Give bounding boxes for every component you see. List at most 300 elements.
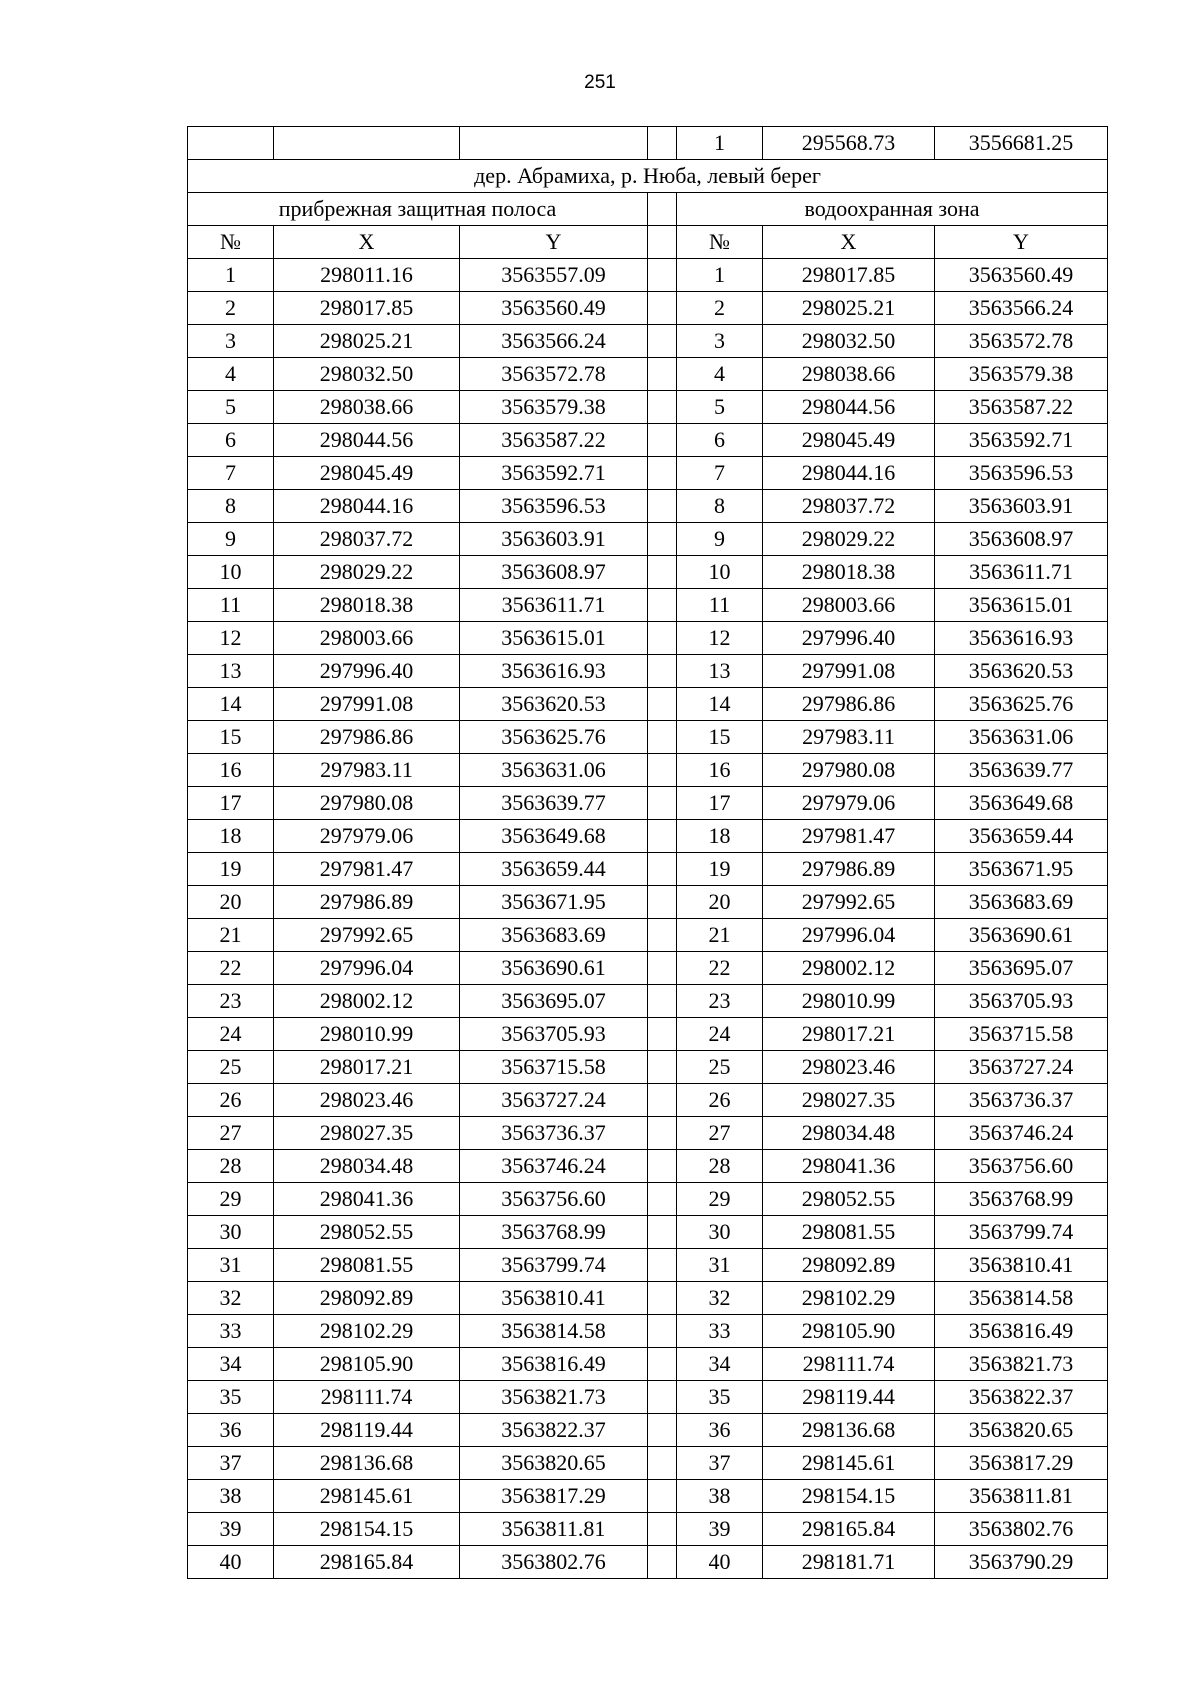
table-row [188, 490, 1108, 523]
right-x-coordinate: 298165.84 [763, 1513, 935, 1546]
left-y-coordinate: 3563822.37 [460, 1414, 648, 1447]
left-y-coordinate: 3563820.65 [460, 1447, 648, 1480]
table-row [188, 1348, 1108, 1381]
left-y-coordinate: 3563625.76 [460, 721, 648, 754]
left-point-number: 1 [188, 259, 274, 292]
left-point-number: 26 [188, 1084, 274, 1117]
left-y-coordinate: 3563596.53 [460, 490, 648, 523]
right-point-number: 23 [677, 985, 763, 1018]
left-x-coordinate: 298044.56 [274, 424, 460, 457]
separator-cell [648, 919, 677, 952]
left-x-coordinate: 297983.11 [274, 754, 460, 787]
table-row [188, 457, 1108, 490]
left-point-number: 21 [188, 919, 274, 952]
right-y-coordinate: 3563611.71 [935, 556, 1108, 589]
separator-cell [648, 424, 677, 457]
left-y-coordinate: 3563756.60 [460, 1183, 648, 1216]
right-point-number: 13 [677, 655, 763, 688]
right-x-coordinate: 297996.04 [763, 919, 935, 952]
right-point-number: 31 [677, 1249, 763, 1282]
right-y-coordinate: 3563649.68 [935, 787, 1108, 820]
right-x-coordinate: 297981.47 [763, 820, 935, 853]
table-row [188, 1150, 1108, 1183]
left-point-number: 33 [188, 1315, 274, 1348]
left-y-coordinate: 3563736.37 [460, 1117, 648, 1150]
left-x-coordinate: 297980.08 [274, 787, 460, 820]
left-x-coordinate: 297986.89 [274, 886, 460, 919]
table-cell: 1 [677, 127, 763, 160]
table-row [188, 424, 1108, 457]
right-x-coordinate: 298018.38 [763, 556, 935, 589]
left-y-coordinate: 3563727.24 [460, 1084, 648, 1117]
left-x-coordinate: 298011.16 [274, 259, 460, 292]
left-point-number: 14 [188, 688, 274, 721]
separator-cell [648, 325, 677, 358]
left-x-coordinate: 298081.55 [274, 1249, 460, 1282]
left-y-coordinate: 3563810.41 [460, 1282, 648, 1315]
right-x-coordinate: 298145.61 [763, 1447, 935, 1480]
page-number: 251 [584, 72, 616, 93]
right-point-number: 21 [677, 919, 763, 952]
left-y-coordinate: 3563715.58 [460, 1051, 648, 1084]
left-y-coordinate: 3563592.71 [460, 457, 648, 490]
right-point-number: 28 [677, 1150, 763, 1183]
right-y-coordinate: 3563615.01 [935, 589, 1108, 622]
right-y-coordinate: 3563790.29 [935, 1546, 1108, 1579]
left-x-coordinate: 297996.40 [274, 655, 460, 688]
left-point-number: 15 [188, 721, 274, 754]
right-point-number: 11 [677, 589, 763, 622]
right-point-number: 20 [677, 886, 763, 919]
table-row [188, 1084, 1108, 1117]
separator-cell [648, 556, 677, 589]
separator-cell [648, 490, 677, 523]
right-y-coordinate: 3563822.37 [935, 1381, 1108, 1414]
right-y-coordinate: 3563659.44 [935, 820, 1108, 853]
right-y-coordinate: 3563727.24 [935, 1051, 1108, 1084]
left-x-coordinate: 298025.21 [274, 325, 460, 358]
left-y-coordinate: 3563695.07 [460, 985, 648, 1018]
table-row [188, 259, 1108, 292]
left-point-number: 34 [188, 1348, 274, 1381]
right-point-number: 30 [677, 1216, 763, 1249]
right-x-coordinate: 297980.08 [763, 754, 935, 787]
left-y-coordinate: 3563816.49 [460, 1348, 648, 1381]
right-y-coordinate: 3563736.37 [935, 1084, 1108, 1117]
separator-cell [648, 1348, 677, 1381]
table-row [188, 853, 1108, 886]
left-y-coordinate: 3563814.58 [460, 1315, 648, 1348]
right-x-coordinate: 297996.40 [763, 622, 935, 655]
right-point-number: 19 [677, 853, 763, 886]
separator-cell [648, 1216, 677, 1249]
right-point-number: 5 [677, 391, 763, 424]
separator-cell [648, 787, 677, 820]
column-header-y: Y [935, 226, 1108, 259]
table-row [188, 787, 1108, 820]
left-x-coordinate: 298017.85 [274, 292, 460, 325]
left-x-coordinate: 298119.44 [274, 1414, 460, 1447]
right-point-number: 10 [677, 556, 763, 589]
table-row [188, 1546, 1108, 1579]
table-row [188, 1183, 1108, 1216]
right-y-coordinate: 3563608.97 [935, 523, 1108, 556]
left-point-number: 38 [188, 1480, 274, 1513]
separator-cell [648, 1249, 677, 1282]
right-y-coordinate: 3563616.93 [935, 622, 1108, 655]
left-x-coordinate: 298136.68 [274, 1447, 460, 1480]
right-point-number: 35 [677, 1381, 763, 1414]
column-header-number: № [188, 226, 274, 259]
right-point-number: 15 [677, 721, 763, 754]
right-x-coordinate: 298044.56 [763, 391, 935, 424]
table-row [188, 292, 1108, 325]
table-row [188, 754, 1108, 787]
left-point-number: 23 [188, 985, 274, 1018]
left-point-number: 20 [188, 886, 274, 919]
separator-cell [648, 655, 677, 688]
separator-cell [648, 820, 677, 853]
right-x-coordinate: 298029.22 [763, 523, 935, 556]
right-point-number: 29 [677, 1183, 763, 1216]
left-zone-title: прибрежная защитная полоса [188, 193, 648, 226]
left-point-number: 8 [188, 490, 274, 523]
left-y-coordinate: 3563557.09 [460, 259, 648, 292]
right-y-coordinate: 3563695.07 [935, 952, 1108, 985]
left-x-coordinate: 298041.36 [274, 1183, 460, 1216]
right-point-number: 36 [677, 1414, 763, 1447]
left-x-coordinate: 298003.66 [274, 622, 460, 655]
separator-cell [648, 523, 677, 556]
right-x-coordinate: 298181.71 [763, 1546, 935, 1579]
right-point-number: 39 [677, 1513, 763, 1546]
right-point-number: 8 [677, 490, 763, 523]
left-y-coordinate: 3563608.97 [460, 556, 648, 589]
right-x-coordinate: 298003.66 [763, 589, 935, 622]
right-y-coordinate: 3563768.99 [935, 1183, 1108, 1216]
separator-cell [648, 1414, 677, 1447]
separator-cell [648, 1117, 677, 1150]
left-point-number: 2 [188, 292, 274, 325]
right-zone-title: водоохранная зона [677, 193, 1108, 226]
right-point-number: 40 [677, 1546, 763, 1579]
right-y-coordinate: 3563579.38 [935, 358, 1108, 391]
separator-cell [648, 589, 677, 622]
right-y-coordinate: 3563631.06 [935, 721, 1108, 754]
left-y-coordinate: 3563659.44 [460, 853, 648, 886]
left-y-coordinate: 3563746.24 [460, 1150, 648, 1183]
left-x-coordinate: 297996.04 [274, 952, 460, 985]
right-x-coordinate: 298027.35 [763, 1084, 935, 1117]
right-y-coordinate: 3563690.61 [935, 919, 1108, 952]
column-header-row [188, 226, 1108, 259]
right-point-number: 33 [677, 1315, 763, 1348]
table-row [188, 1051, 1108, 1084]
table-row [188, 589, 1108, 622]
table-row [188, 556, 1108, 589]
left-y-coordinate: 3563690.61 [460, 952, 648, 985]
right-y-coordinate: 3563639.77 [935, 754, 1108, 787]
separator-cell [648, 721, 677, 754]
separator-cell [648, 1315, 677, 1348]
right-x-coordinate: 298136.68 [763, 1414, 935, 1447]
table-row [188, 952, 1108, 985]
left-x-coordinate: 298017.21 [274, 1051, 460, 1084]
left-x-coordinate: 298165.84 [274, 1546, 460, 1579]
left-point-number: 13 [188, 655, 274, 688]
table-row [188, 523, 1108, 556]
table-cell [274, 127, 460, 160]
left-x-coordinate: 297979.06 [274, 820, 460, 853]
left-point-number: 39 [188, 1513, 274, 1546]
table-row [188, 1414, 1108, 1447]
zone-title-row [188, 193, 1108, 226]
left-point-number: 5 [188, 391, 274, 424]
left-point-number: 9 [188, 523, 274, 556]
left-x-coordinate: 297992.65 [274, 919, 460, 952]
right-point-number: 26 [677, 1084, 763, 1117]
table-cell: 3556681.25 [935, 127, 1108, 160]
right-y-coordinate: 3563814.58 [935, 1282, 1108, 1315]
separator-cell [648, 853, 677, 886]
column-header-x: X [274, 226, 460, 259]
right-point-number: 16 [677, 754, 763, 787]
left-point-number: 6 [188, 424, 274, 457]
right-y-coordinate: 3563587.22 [935, 391, 1108, 424]
separator-cell [648, 457, 677, 490]
right-y-coordinate: 3563820.65 [935, 1414, 1108, 1447]
table-row [188, 919, 1108, 952]
right-x-coordinate: 297986.89 [763, 853, 935, 886]
right-x-coordinate: 298045.49 [763, 424, 935, 457]
left-x-coordinate: 297991.08 [274, 688, 460, 721]
table-row [188, 358, 1108, 391]
left-x-coordinate: 298045.49 [274, 457, 460, 490]
left-x-coordinate: 298029.22 [274, 556, 460, 589]
table-row [188, 1117, 1108, 1150]
right-x-coordinate: 298023.46 [763, 1051, 935, 1084]
separator-cell [648, 193, 677, 226]
left-y-coordinate: 3563603.91 [460, 523, 648, 556]
right-point-number: 12 [677, 622, 763, 655]
right-x-coordinate: 298017.21 [763, 1018, 935, 1051]
separator-cell [648, 1150, 677, 1183]
table-row [188, 1216, 1108, 1249]
separator-cell [648, 1480, 677, 1513]
right-point-number: 7 [677, 457, 763, 490]
left-point-number: 28 [188, 1150, 274, 1183]
right-x-coordinate: 298111.74 [763, 1348, 935, 1381]
table-row [188, 655, 1108, 688]
left-y-coordinate: 3563705.93 [460, 1018, 648, 1051]
column-header-y: Y [460, 226, 648, 259]
table-row [188, 622, 1108, 655]
left-point-number: 12 [188, 622, 274, 655]
separator-cell [648, 1546, 677, 1579]
left-point-number: 22 [188, 952, 274, 985]
right-point-number: 18 [677, 820, 763, 853]
left-x-coordinate: 298034.48 [274, 1150, 460, 1183]
left-x-coordinate: 298044.16 [274, 490, 460, 523]
column-header-number: № [677, 226, 763, 259]
right-x-coordinate: 297992.65 [763, 886, 935, 919]
left-point-number: 11 [188, 589, 274, 622]
column-header-x: X [763, 226, 935, 259]
left-y-coordinate: 3563817.29 [460, 1480, 648, 1513]
right-y-coordinate: 3563603.91 [935, 490, 1108, 523]
left-point-number: 24 [188, 1018, 274, 1051]
left-x-coordinate: 298052.55 [274, 1216, 460, 1249]
separator-cell [648, 1282, 677, 1315]
left-point-number: 18 [188, 820, 274, 853]
left-point-number: 35 [188, 1381, 274, 1414]
right-x-coordinate: 298041.36 [763, 1150, 935, 1183]
right-y-coordinate: 3563620.53 [935, 655, 1108, 688]
left-y-coordinate: 3563587.22 [460, 424, 648, 457]
left-y-coordinate: 3563649.68 [460, 820, 648, 853]
right-y-coordinate: 3563625.76 [935, 688, 1108, 721]
separator-cell [648, 1084, 677, 1117]
left-x-coordinate: 298092.89 [274, 1282, 460, 1315]
left-point-number: 19 [188, 853, 274, 886]
separator-cell [648, 952, 677, 985]
table-row [188, 1315, 1108, 1348]
left-y-coordinate: 3563799.74 [460, 1249, 648, 1282]
separator-cell [648, 754, 677, 787]
right-y-coordinate: 3563817.29 [935, 1447, 1108, 1480]
right-y-coordinate: 3563821.73 [935, 1348, 1108, 1381]
left-y-coordinate: 3563579.38 [460, 391, 648, 424]
right-x-coordinate: 298010.99 [763, 985, 935, 1018]
right-x-coordinate: 298032.50 [763, 325, 935, 358]
table-row [188, 985, 1108, 1018]
table-row [188, 688, 1108, 721]
left-y-coordinate: 3563639.77 [460, 787, 648, 820]
right-x-coordinate: 298034.48 [763, 1117, 935, 1150]
left-point-number: 31 [188, 1249, 274, 1282]
right-y-coordinate: 3563715.58 [935, 1018, 1108, 1051]
left-point-number: 32 [188, 1282, 274, 1315]
right-y-coordinate: 3563816.49 [935, 1315, 1108, 1348]
right-x-coordinate: 297983.11 [763, 721, 935, 754]
right-x-coordinate: 298017.85 [763, 259, 935, 292]
coordinates-table-body [188, 127, 1108, 1579]
table-row [188, 325, 1108, 358]
left-x-coordinate: 298111.74 [274, 1381, 460, 1414]
left-x-coordinate: 298018.38 [274, 589, 460, 622]
right-y-coordinate: 3563683.69 [935, 886, 1108, 919]
table-row [188, 127, 1108, 160]
separator-cell [648, 127, 677, 160]
right-x-coordinate: 298025.21 [763, 292, 935, 325]
right-x-coordinate: 298119.44 [763, 1381, 935, 1414]
left-y-coordinate: 3563620.53 [460, 688, 648, 721]
right-y-coordinate: 3563746.24 [935, 1117, 1108, 1150]
separator-cell [648, 292, 677, 325]
left-y-coordinate: 3563616.93 [460, 655, 648, 688]
table-cell [460, 127, 648, 160]
right-x-coordinate: 298154.15 [763, 1480, 935, 1513]
right-y-coordinate: 3563560.49 [935, 259, 1108, 292]
coordinates-table [187, 126, 1108, 1579]
table-row [188, 391, 1108, 424]
separator-cell [648, 1513, 677, 1546]
table-cell [188, 127, 274, 160]
right-point-number: 3 [677, 325, 763, 358]
right-x-coordinate: 297979.06 [763, 787, 935, 820]
left-x-coordinate: 298037.72 [274, 523, 460, 556]
right-point-number: 38 [677, 1480, 763, 1513]
separator-cell [648, 226, 677, 259]
right-point-number: 4 [677, 358, 763, 391]
left-point-number: 25 [188, 1051, 274, 1084]
right-x-coordinate: 298038.66 [763, 358, 935, 391]
right-point-number: 22 [677, 952, 763, 985]
right-y-coordinate: 3563810.41 [935, 1249, 1108, 1282]
left-y-coordinate: 3563611.71 [460, 589, 648, 622]
table-row [188, 1282, 1108, 1315]
left-x-coordinate: 297986.86 [274, 721, 460, 754]
left-y-coordinate: 3563802.76 [460, 1546, 648, 1579]
right-x-coordinate: 298052.55 [763, 1183, 935, 1216]
left-x-coordinate: 298102.29 [274, 1315, 460, 1348]
section-title-row [188, 160, 1108, 193]
table-row [188, 721, 1108, 754]
separator-cell [648, 985, 677, 1018]
right-point-number: 6 [677, 424, 763, 457]
separator-cell [648, 1051, 677, 1084]
left-point-number: 29 [188, 1183, 274, 1216]
left-x-coordinate: 298105.90 [274, 1348, 460, 1381]
left-y-coordinate: 3563671.95 [460, 886, 648, 919]
separator-cell [648, 391, 677, 424]
right-y-coordinate: 3563705.93 [935, 985, 1108, 1018]
left-point-number: 4 [188, 358, 274, 391]
right-point-number: 25 [677, 1051, 763, 1084]
right-x-coordinate: 298092.89 [763, 1249, 935, 1282]
left-point-number: 36 [188, 1414, 274, 1447]
right-point-number: 14 [677, 688, 763, 721]
left-x-coordinate: 298038.66 [274, 391, 460, 424]
right-point-number: 9 [677, 523, 763, 556]
left-point-number: 7 [188, 457, 274, 490]
separator-cell [648, 358, 677, 391]
right-x-coordinate: 298105.90 [763, 1315, 935, 1348]
left-point-number: 3 [188, 325, 274, 358]
table-row [188, 1381, 1108, 1414]
left-y-coordinate: 3563566.24 [460, 325, 648, 358]
right-y-coordinate: 3563802.76 [935, 1513, 1108, 1546]
right-y-coordinate: 3563592.71 [935, 424, 1108, 457]
right-y-coordinate: 3563811.81 [935, 1480, 1108, 1513]
right-x-coordinate: 297991.08 [763, 655, 935, 688]
left-y-coordinate: 3563631.06 [460, 754, 648, 787]
left-point-number: 16 [188, 754, 274, 787]
section-title: дер. Абрамиха, р. Нюба, левый берег [188, 160, 1108, 193]
left-y-coordinate: 3563560.49 [460, 292, 648, 325]
right-y-coordinate: 3563572.78 [935, 325, 1108, 358]
table-row [188, 1447, 1108, 1480]
right-y-coordinate: 3563799.74 [935, 1216, 1108, 1249]
table-row [188, 886, 1108, 919]
left-y-coordinate: 3563615.01 [460, 622, 648, 655]
left-x-coordinate: 298027.35 [274, 1117, 460, 1150]
right-y-coordinate: 3563596.53 [935, 457, 1108, 490]
right-x-coordinate: 298081.55 [763, 1216, 935, 1249]
table-row [188, 1480, 1108, 1513]
table-row [188, 820, 1108, 853]
right-point-number: 2 [677, 292, 763, 325]
